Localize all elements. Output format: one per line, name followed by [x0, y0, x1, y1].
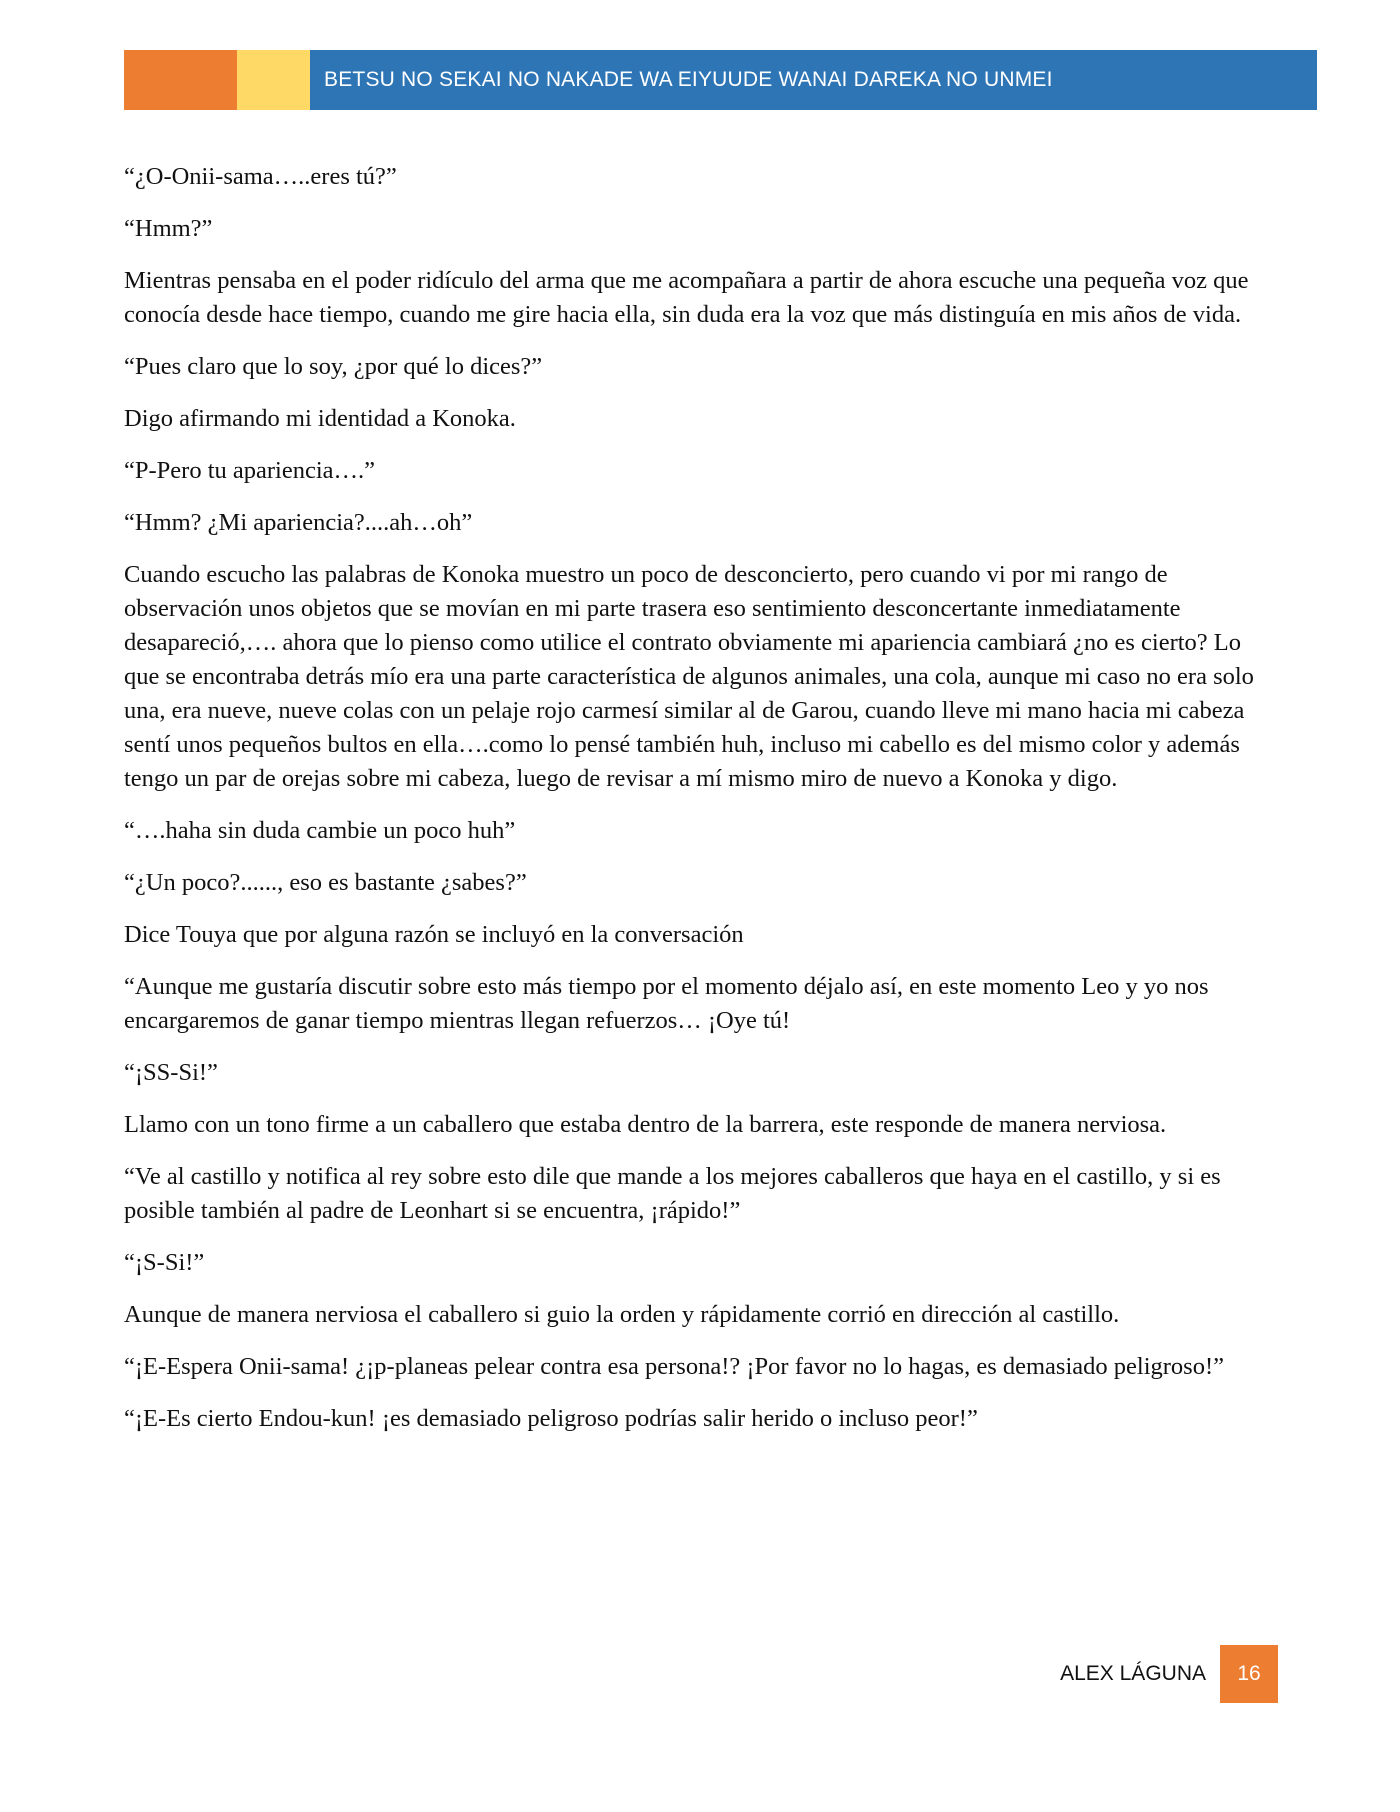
paragraph: Mientras pensaba en el poder ridículo del arma que me acompañara a partir de ahora escuche una pequeña voz que conocía desde hace tiempo, cuando me gire hacia ella, sin duda era la voz que más distinguía en mis años de vida. — [124, 267, 1249, 328]
paragraph: “¿O-Onii-sama…..eres tú?” — [124, 163, 397, 190]
paragraph: “¡E-Es cierto Endou-kun! ¡es demasiado peligroso podrías salir herido o incluso peor!” — [124, 1405, 978, 1432]
page-number: 16 — [1220, 1645, 1278, 1703]
paragraph: Llamo con un tono firme a un caballero que estaba dentro de la barrera, este responde de manera nerviosa. — [124, 1111, 1167, 1138]
paragraph: “¡S-Si!” — [124, 1249, 205, 1276]
paragraph: Dice Touya que por alguna razón se incluyó en la conversación — [124, 921, 744, 948]
paragraph: Digo afirmando mi identidad a Konoka. — [124, 405, 516, 432]
paragraph: “P-Pero tu apariencia….” — [124, 457, 376, 484]
page-footer — [1030, 1645, 1278, 1703]
header-yellow-block — [237, 50, 310, 110]
header-title: BETSU NO SEKAI NO NAKADE WA EIYUUDE WANAI DAREKA NO UNMEI — [324, 68, 1053, 91]
paragraph: “Hmm?” — [124, 215, 213, 242]
paragraph: Cuando escucho las palabras de Konoka muestro un poco de desconcierto, pero cuando vi por mi rango de observación unos objetos que se movían en mi parte trasera eso sentimiento desconcertante inmediatamente desapareció,…. ahora que lo pienso como utilice el contrato obviamente mi apariencia cambiará ¿no es cierto? Lo que se encontraba detrás mío era una parte característica de algunos animales, una cola, aunque mi caso no era solo una, era nueve, nueve colas con un pelaje rojo carmesí similar al de Garou, cuando lleve mi mano hacia mi cabeza sentí unos pequeños bultos en ella….como lo pensé también huh, incluso mi cabello es del mismo color y además tengo un par de orejas sobre mi cabeza, luego de revisar a mí mismo miro de nuevo a Konoka y digo. — [124, 561, 1254, 792]
header-title-bar — [310, 50, 1317, 110]
paragraph: “Pues claro que lo soy, ¿por qué lo dices?” — [124, 353, 543, 380]
paragraph: “Ve al castillo y notifica al rey sobre esto dile que mande a los mejores caballeros que haya en el castillo, y si es posible también al padre de Leonhart si se encuentra, ¡rápido!” — [124, 1163, 1221, 1224]
paragraph: “¡E-Espera Onii-sama! ¿¡p-planeas pelear contra esa persona!? ¡Por favor no lo hagas, es demasiado peligroso!” — [124, 1353, 1224, 1380]
paragraph: “¿Un poco?......, eso es bastante ¿sabes?” — [124, 869, 527, 896]
header-orange-block — [124, 50, 237, 110]
author-name: ALEX LÁGUNA — [1060, 1662, 1206, 1685]
paragraph: Aunque de manera nerviosa el caballero si guio la orden y rápidamente corrió en dirección al castillo. — [124, 1301, 1120, 1328]
paragraph: “….haha sin duda cambie un poco huh” — [124, 817, 516, 844]
page-header — [124, 50, 1317, 110]
paragraph: “¡SS-Si!” — [124, 1059, 218, 1086]
paragraph: “Hmm? ¿Mi apariencia?....ah…oh” — [124, 509, 473, 536]
body-text — [124, 160, 1264, 1454]
paragraph: “Aunque me gustaría discutir sobre esto más tiempo por el momento déjalo así, en este momento Leo y yo nos encargaremos de ganar tiempo mientras llegan refuerzos… ¡Oye tú! — [124, 973, 1209, 1034]
